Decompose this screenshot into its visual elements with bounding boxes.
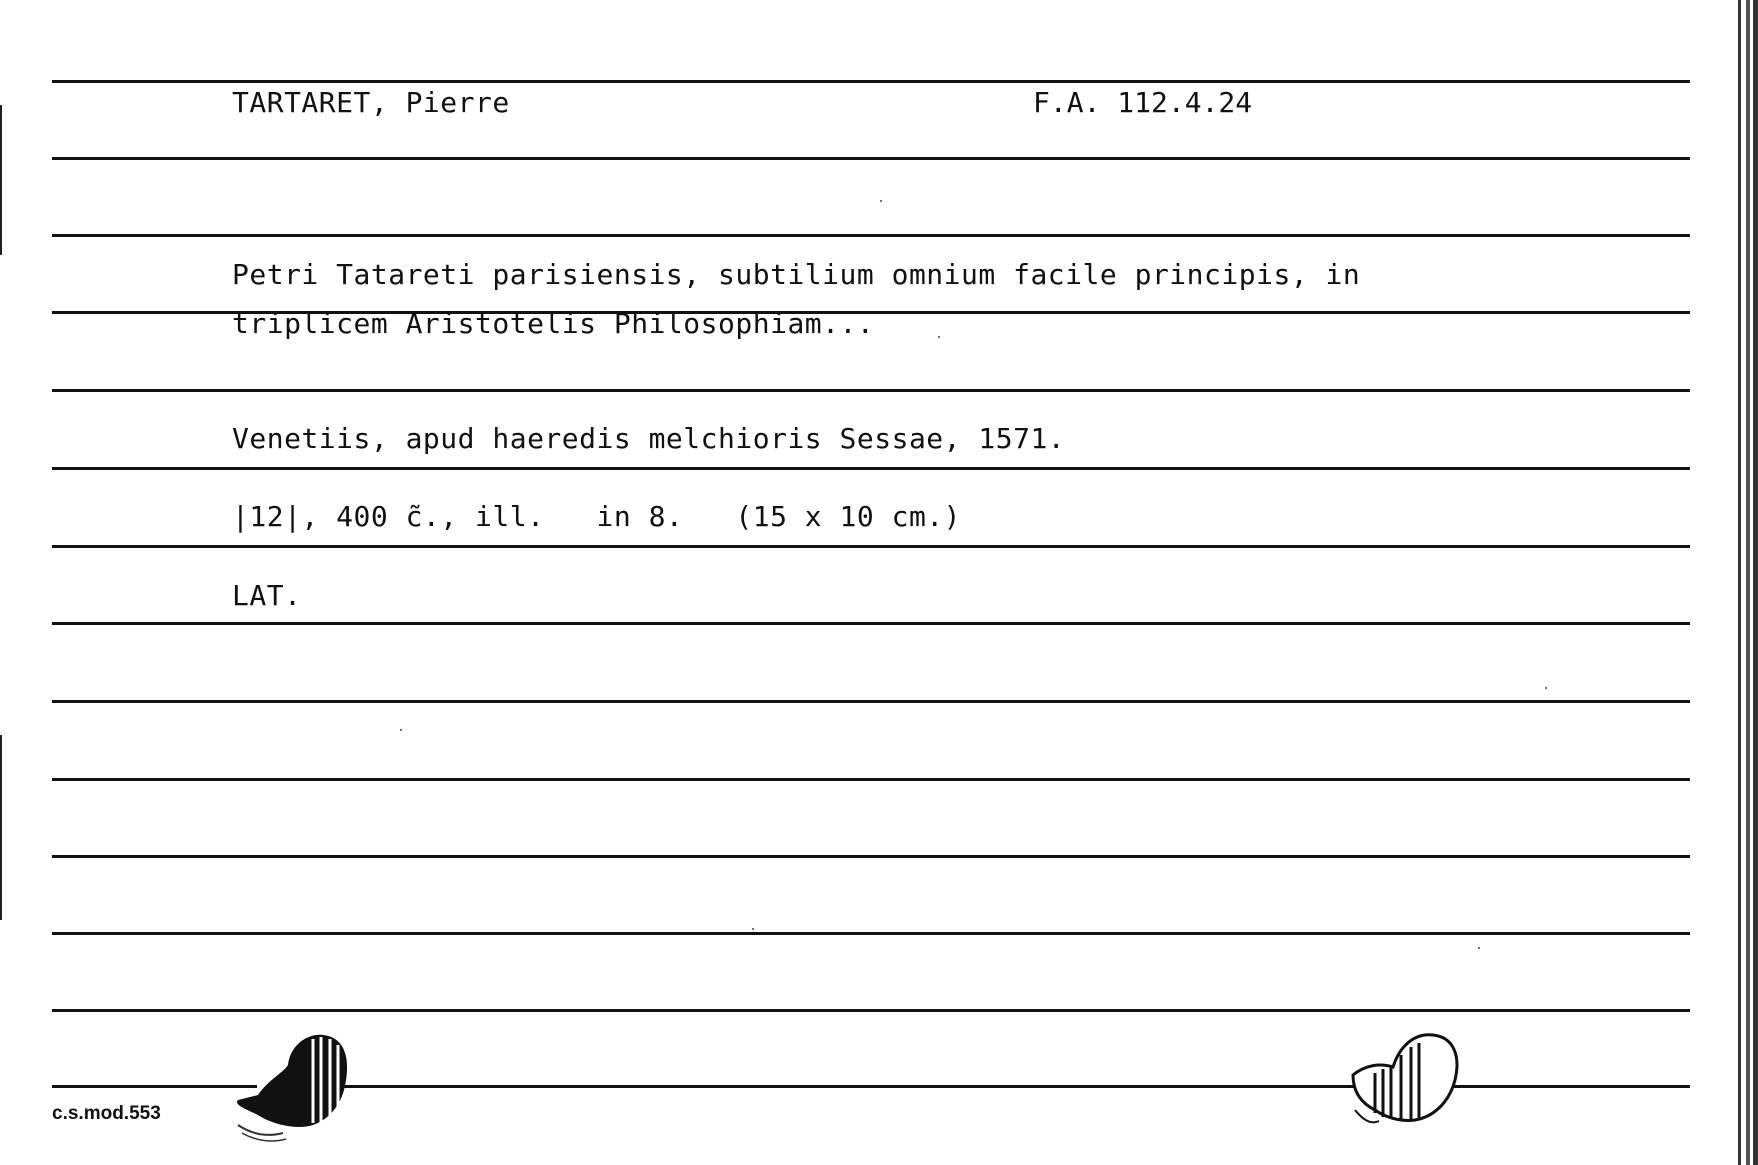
ruled-line (52, 700, 1690, 703)
ruled-line (52, 1009, 1690, 1012)
ruled-line (52, 467, 1690, 470)
speck (1545, 687, 1547, 689)
ruled-line (330, 1085, 1690, 1088)
speck (752, 928, 754, 930)
language-line: LAT. (232, 579, 302, 612)
ruled-line (52, 622, 1690, 625)
speck (1478, 947, 1480, 949)
speck (880, 200, 882, 202)
ruled-line (52, 1085, 257, 1088)
ruled-line (52, 855, 1690, 858)
speck (938, 336, 940, 338)
imprint-line: Venetiis, apud haeredis melchioris Sessae, 1571. (232, 422, 1066, 455)
left-edge-mark (0, 735, 2, 920)
title-line-2: triplicem Aristotelis Philosophiam... (232, 307, 875, 340)
ruled-line (52, 157, 1690, 160)
right-edge-border (1753, 0, 1758, 1165)
punch-hole-right (1345, 1025, 1475, 1145)
right-edge-border (1738, 0, 1741, 1165)
ruled-line (52, 389, 1690, 392)
shelfmark: F.A. 112.4.24 (1033, 86, 1253, 119)
punch-hole-left (228, 1025, 358, 1145)
title-line-1: Petri Tatareti parisiensis, subtilium omnium facile principis, in (232, 258, 1361, 291)
collation-line: |12|, 400 c̃., ill. in 8. (15 x 10 cm.) (232, 500, 962, 533)
speck (400, 729, 402, 731)
ruled-line (52, 234, 1690, 237)
form-code: c.s.mod.553 (52, 1103, 161, 1124)
ruled-line (52, 80, 1690, 83)
ruled-line (52, 932, 1690, 935)
author-heading: TARTARET, Pierre (232, 86, 510, 119)
ruled-line (52, 545, 1690, 548)
right-edge-border (1746, 0, 1750, 1165)
left-edge-mark (0, 105, 2, 255)
ruled-line (52, 778, 1690, 781)
